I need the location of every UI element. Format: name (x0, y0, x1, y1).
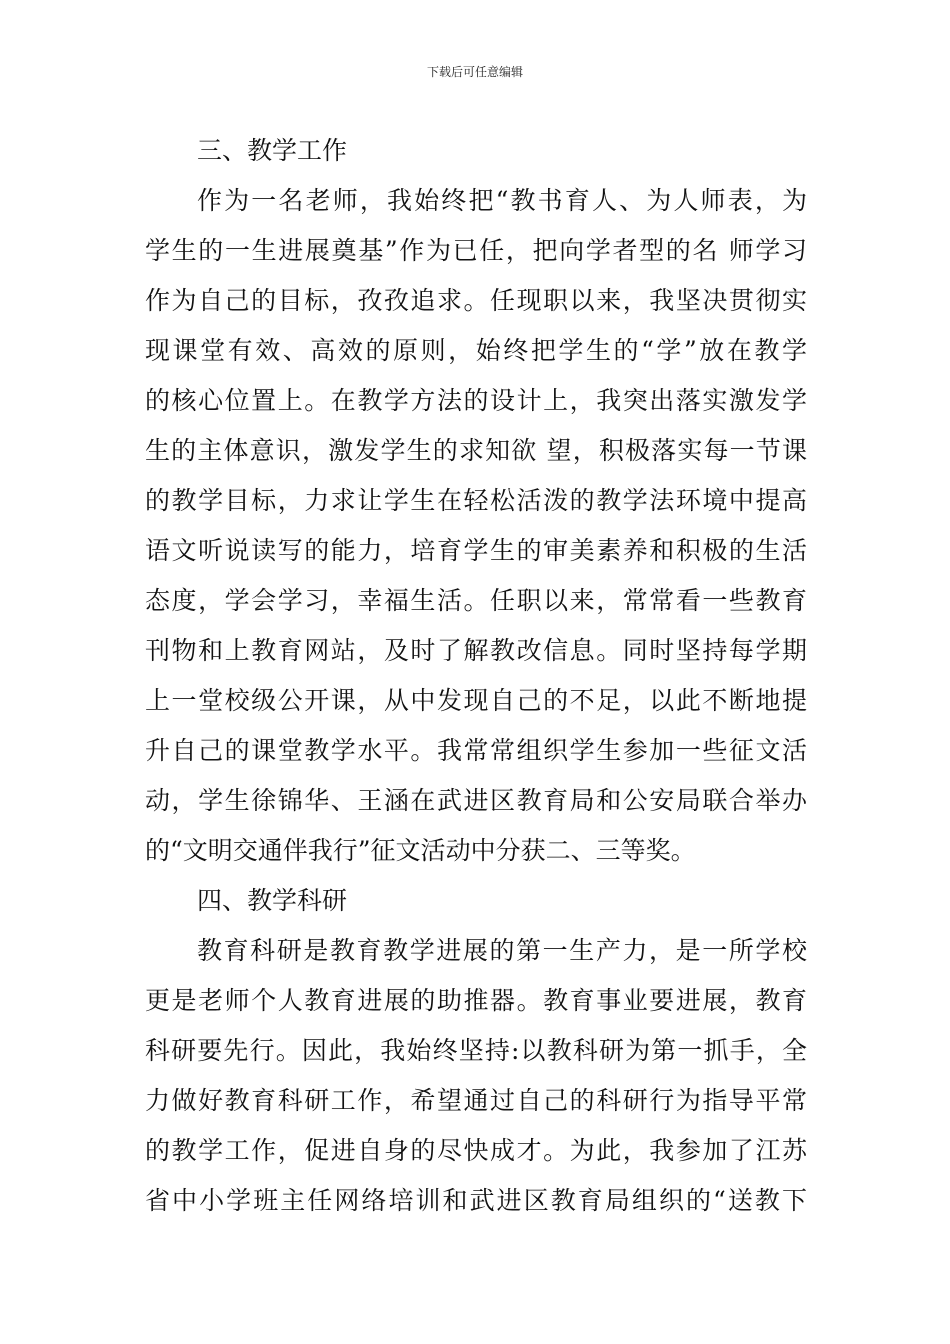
paragraph-line: 力做好教育科研工作，希望通过自己的科研行为指导平常 (145, 1086, 807, 1115)
paragraph-line: 省中小学班主任网络培训和武进区教育局组织的“送教下 (145, 1186, 807, 1215)
section-heading: 四、教学科研 (197, 886, 348, 915)
paragraph-line: 更是老师个人教育进展的助推器。教育事业要进展，教育 (145, 986, 807, 1015)
page-header: 下载后可任意编辑 (426, 65, 523, 79)
paragraph-line: 升自己的课堂教学水平。我常常组织学生参加一些征文活 (145, 736, 807, 765)
paragraph-line: 现课堂有效、高效的原则，始终把学生的“学”放在教学 (145, 336, 807, 365)
paragraph-line: 科研要先行。因此，我始终坚持:以教科研为第一抓手，全 (145, 1036, 807, 1065)
paragraph-line: 的教学目标，力求让学生在轻松活泼的教学法环境中提高 (145, 486, 807, 515)
section-heading: 三、教学工作 (197, 136, 348, 165)
paragraph-line: 刊物和上教育网站，及时了解教改信息。同时坚持每学期 (145, 636, 807, 665)
paragraph-line: 动，学生徐锦华、王涵在武进区教育局和公安局联合举办 (145, 786, 807, 815)
paragraph-line: 教育科研是教育教学进展的第一生产力，是一所学校 (197, 936, 807, 965)
document-body (145, 126, 807, 1226)
paragraph-line: 学生的一生进展奠基”作为已任，把向学者型的名 师学习 (145, 236, 807, 265)
paragraph-line: 的“文明交通伴我行”征文活动中分获二、三等奖。 (145, 836, 696, 865)
paragraph-line: 的核心位置上。在教学方法的设计上，我突出落实激发学 (145, 386, 807, 415)
paragraph-line: 态度，学会学习，幸福生活。任职以来，常常看一些教育 (145, 586, 807, 615)
paragraph-line: 语文听说读写的能力，培育学生的审美素养和积极的生活 (145, 536, 807, 565)
paragraph-line: 作为一名老师，我始终把“教书育人、为人师表，为 (197, 186, 807, 215)
paragraph-line: 的教学工作，促进自身的尽快成才。为此，我参加了江苏 (145, 1136, 807, 1165)
paragraph-line: 作为自己的目标，孜孜追求。任现职以来，我坚决贯彻实 (145, 286, 807, 315)
paragraph-line: 生的主体意识，激发学生的求知欲 望，积极落实每一节课 (145, 436, 807, 465)
paragraph-line: 上一堂校级公开课，从中发现自己的不足，以此不断地提 (145, 686, 807, 715)
